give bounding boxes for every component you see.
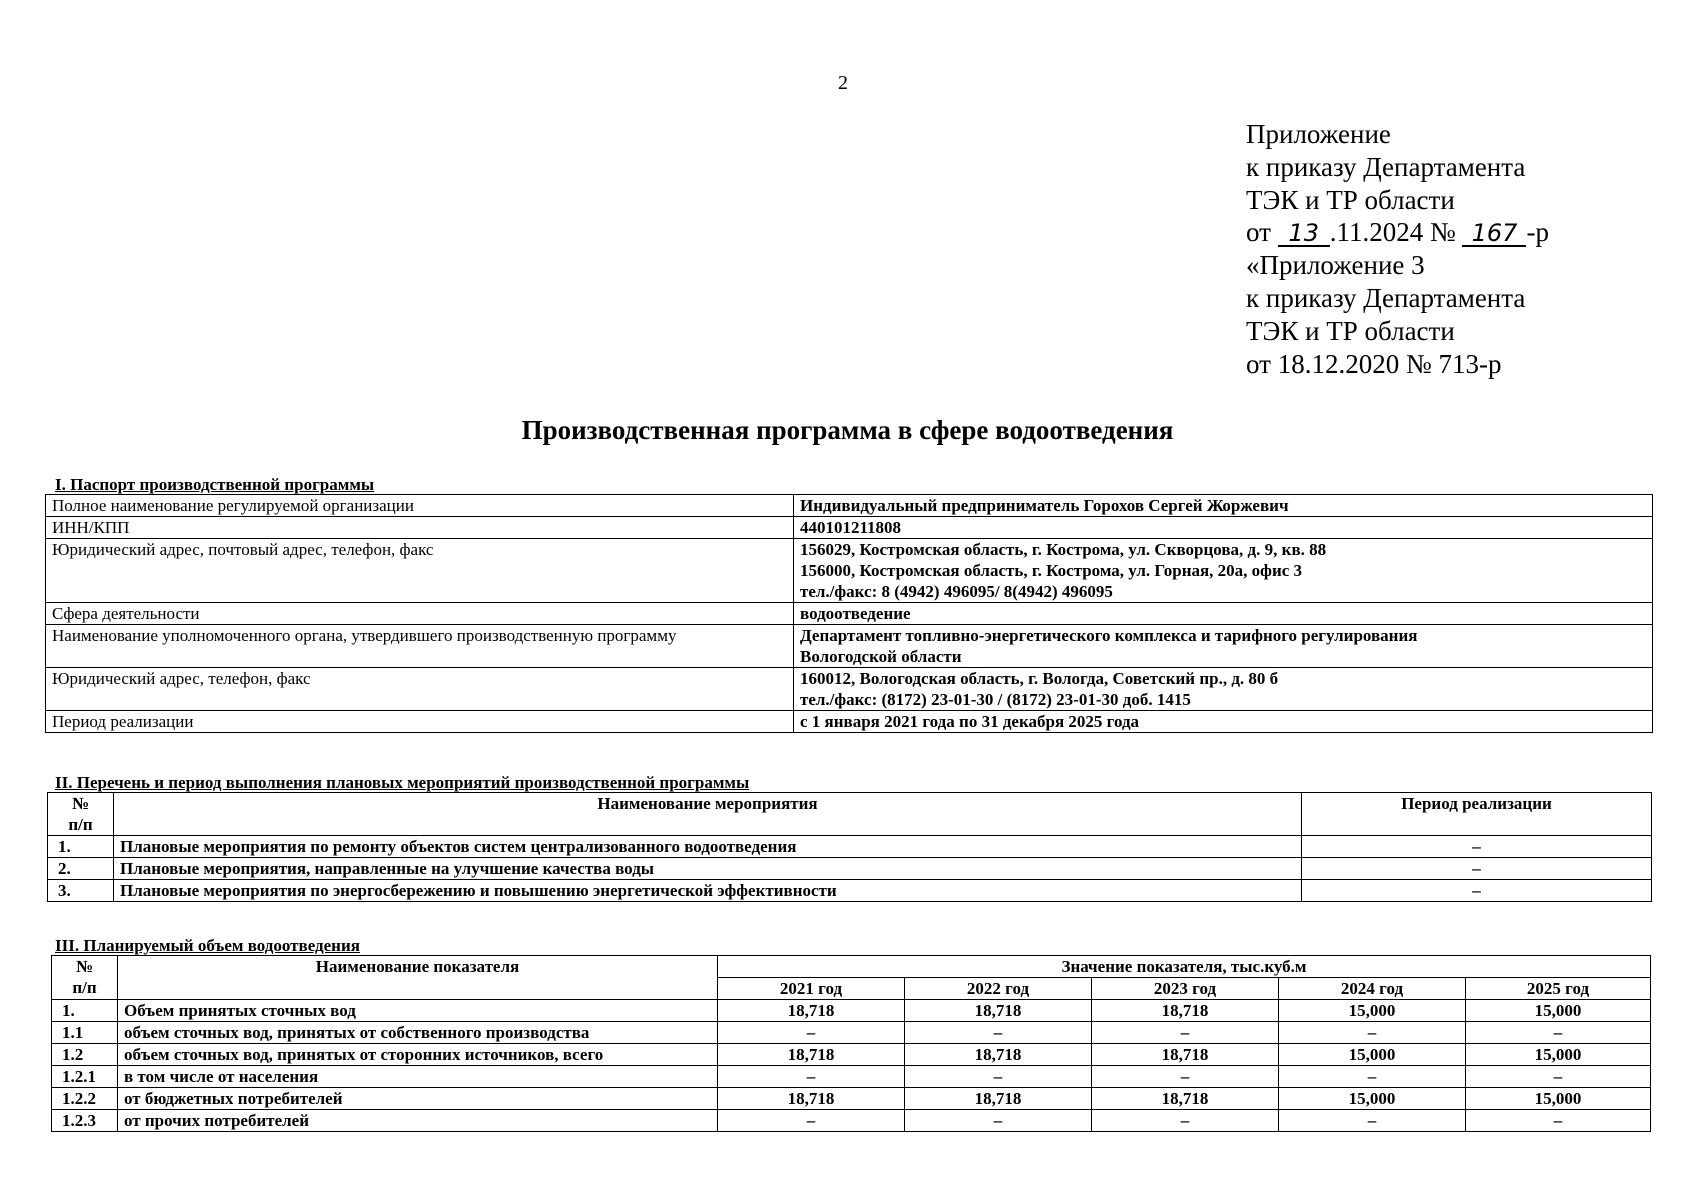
indicator-value: – bbox=[1092, 1110, 1279, 1132]
indicator-name: объем сточных вод, принятых от собственного производства bbox=[118, 1022, 718, 1044]
table-row bbox=[46, 603, 1653, 625]
measure-period: – bbox=[1302, 836, 1652, 858]
measure-name: Плановые мероприятия, направленные на улучшение качества воды bbox=[114, 858, 1302, 880]
indicator-value: 18,718 bbox=[905, 1000, 1092, 1022]
indicator-value: 15,000 bbox=[1279, 1000, 1466, 1022]
passport-value: Индивидуальный предприниматель Горохов Сергей Жоржевич bbox=[794, 495, 1653, 517]
passport-label: Период реализации bbox=[46, 711, 794, 733]
table-row bbox=[46, 711, 1653, 733]
col-header-num: № п/п bbox=[52, 956, 118, 1000]
measure-name: Плановые мероприятия по ремонту объектов систем централизованного водоотведения bbox=[114, 836, 1302, 858]
measures-table bbox=[47, 792, 1652, 902]
table-row bbox=[48, 858, 1652, 880]
row-number: 1. bbox=[48, 836, 114, 858]
measure-period: – bbox=[1302, 858, 1652, 880]
col-header-period: Период реализации bbox=[1302, 793, 1652, 836]
indicator-value: – bbox=[718, 1022, 905, 1044]
table-header-row bbox=[48, 793, 1652, 836]
section3-heading: III. Планируемый объем водоотведения bbox=[55, 936, 360, 955]
col-header-num: № п/п bbox=[48, 793, 114, 836]
table-row bbox=[46, 517, 1653, 539]
col-header-year: 2024 год bbox=[1279, 978, 1466, 1000]
appendix-line: к приказу Департамента bbox=[1246, 282, 1526, 313]
passport-label: Полное наименование регулируемой организации bbox=[46, 495, 794, 517]
row-number: 1. bbox=[52, 1000, 118, 1022]
indicator-value: 18,718 bbox=[718, 1044, 905, 1066]
indicator-value: – bbox=[1092, 1066, 1279, 1088]
row-number: 1.1 bbox=[52, 1022, 118, 1044]
col-header-year: 2022 год bbox=[905, 978, 1092, 1000]
col-header-year: 2023 год bbox=[1092, 978, 1279, 1000]
col-header-values: Значение показателя, тыс.куб.м bbox=[718, 956, 1651, 978]
passport-value: с 1 января 2021 года по 31 декабря 2025 года bbox=[794, 711, 1653, 733]
page-number: 2 bbox=[838, 72, 848, 94]
table-row bbox=[52, 1044, 1651, 1066]
indicator-name: в том числе от населения bbox=[118, 1066, 718, 1088]
indicator-value: 15,000 bbox=[1466, 1088, 1651, 1110]
indicator-name: Объем принятых сточных вод bbox=[118, 1000, 718, 1022]
indicator-value: 15,000 bbox=[1466, 1044, 1651, 1066]
passport-table bbox=[45, 494, 1653, 733]
handwritten-order-number: 167 bbox=[1462, 221, 1526, 247]
appendix-line: ТЭК и ТР области bbox=[1246, 315, 1455, 346]
indicator-value: – bbox=[1279, 1022, 1466, 1044]
table-header-row bbox=[52, 956, 1651, 978]
indicator-value: – bbox=[905, 1066, 1092, 1088]
table-row bbox=[46, 539, 1653, 603]
indicator-name: от прочих потребителей bbox=[118, 1110, 718, 1132]
appendix-block bbox=[1246, 118, 1549, 380]
col-header-year: 2021 год bbox=[718, 978, 905, 1000]
table-row bbox=[52, 1000, 1651, 1022]
row-number: 1.2.1 bbox=[52, 1066, 118, 1088]
document-title: Производственная программа в сфере водоотведения bbox=[521, 415, 1174, 445]
indicator-value: 18,718 bbox=[718, 1000, 905, 1022]
row-number: 3. bbox=[48, 880, 114, 902]
appendix-suffix: -р bbox=[1526, 217, 1549, 248]
table-row bbox=[46, 668, 1653, 711]
indicator-value: 18,718 bbox=[1092, 1044, 1279, 1066]
appendix-line: от 18.12.2020 № 713-р bbox=[1246, 348, 1502, 379]
table-row bbox=[52, 1110, 1651, 1132]
indicator-value: – bbox=[1466, 1022, 1651, 1044]
appendix-prefix: от bbox=[1246, 217, 1271, 248]
table-row bbox=[52, 1066, 1651, 1088]
table-row bbox=[52, 1088, 1651, 1110]
appendix-line: к приказу Департамента bbox=[1246, 151, 1526, 182]
measure-period: – bbox=[1302, 880, 1652, 902]
indicator-value: 15,000 bbox=[1279, 1088, 1466, 1110]
col-header-name: Наименование показателя bbox=[118, 956, 718, 1000]
indicator-value: – bbox=[905, 1022, 1092, 1044]
row-number: 1.2.3 bbox=[52, 1110, 118, 1132]
indicator-value: – bbox=[718, 1110, 905, 1132]
table-row bbox=[52, 1022, 1651, 1044]
row-number: 1.2.2 bbox=[52, 1088, 118, 1110]
passport-value: водоотведение bbox=[794, 603, 1653, 625]
indicator-value: 18,718 bbox=[905, 1044, 1092, 1066]
passport-label: Сфера деятельности bbox=[46, 603, 794, 625]
appendix-line: ТЭК и ТР области bbox=[1246, 184, 1455, 215]
indicator-value: – bbox=[1466, 1110, 1651, 1132]
table-row bbox=[46, 495, 1653, 517]
volume-table bbox=[51, 955, 1651, 1132]
appendix-order-line bbox=[1246, 216, 1549, 249]
passport-value: Департамент топливно-энергетического комплекса и тарифного регулирования Вологодской области bbox=[794, 625, 1653, 668]
section1-heading: I. Паспорт производственной программы bbox=[55, 475, 375, 494]
indicator-value: 18,718 bbox=[1092, 1000, 1279, 1022]
passport-value: 160012, Вологодская область, г. Вологда, Советский пр., д. 80 б тел./факс: (8172) 23-01-30 / (8172) 23-01-30 доб. 1415 bbox=[794, 668, 1653, 711]
table-row bbox=[46, 625, 1653, 668]
row-number: 2. bbox=[48, 858, 114, 880]
indicator-value: – bbox=[1279, 1110, 1466, 1132]
indicator-value: – bbox=[905, 1110, 1092, 1132]
appendix-line: «Приложение 3 bbox=[1246, 250, 1425, 281]
indicator-value: 18,718 bbox=[1092, 1088, 1279, 1110]
indicator-value: – bbox=[1092, 1022, 1279, 1044]
passport-value: 440101211808 bbox=[794, 517, 1653, 539]
indicator-value: 15,000 bbox=[1279, 1044, 1466, 1066]
appendix-line: Приложение bbox=[1246, 119, 1391, 149]
indicator-name: объем сточных вод, принятых от сторонних источников, всего bbox=[118, 1044, 718, 1066]
section2-heading: II. Перечень и период выполнения плановых мероприятий производственной программы bbox=[55, 773, 750, 792]
col-header-year: 2025 год bbox=[1466, 978, 1651, 1000]
indicator-value: 18,718 bbox=[905, 1088, 1092, 1110]
measure-name: Плановые мероприятия по энергосбережению и повышению энергетической эффективности bbox=[114, 880, 1302, 902]
passport-label: Наименование уполномоченного органа, утвердившего производственную программу bbox=[46, 625, 794, 668]
table-row bbox=[48, 836, 1652, 858]
row-number: 1.2 bbox=[52, 1044, 118, 1066]
col-header-name: Наименование мероприятия bbox=[114, 793, 1302, 836]
appendix-middle: .11.2024 № bbox=[1329, 217, 1456, 248]
handwritten-day: 13 bbox=[1278, 221, 1330, 247]
table-row bbox=[48, 880, 1652, 902]
passport-label: Юридический адрес, почтовый адрес, телефон, факс bbox=[46, 539, 794, 603]
indicator-value: 18,718 bbox=[718, 1088, 905, 1110]
indicator-value: 15,000 bbox=[1466, 1000, 1651, 1022]
indicator-value: – bbox=[718, 1066, 905, 1088]
indicator-value: – bbox=[1466, 1066, 1651, 1088]
indicator-name: от бюджетных потребителей bbox=[118, 1088, 718, 1110]
passport-value: 156029, Костромская область, г. Кострома, ул. Скворцова, д. 9, кв. 88 156000, Костромская область, г. Кострома, ул. Горная, 20а, офис 3 тел./факс: 8 (4942) 496095/ 8(4942) 496095 bbox=[794, 539, 1653, 603]
indicator-value: – bbox=[1279, 1066, 1466, 1088]
passport-label: ИНН/КПП bbox=[46, 517, 794, 539]
passport-label: Юридический адрес, телефон, факс bbox=[46, 668, 794, 711]
